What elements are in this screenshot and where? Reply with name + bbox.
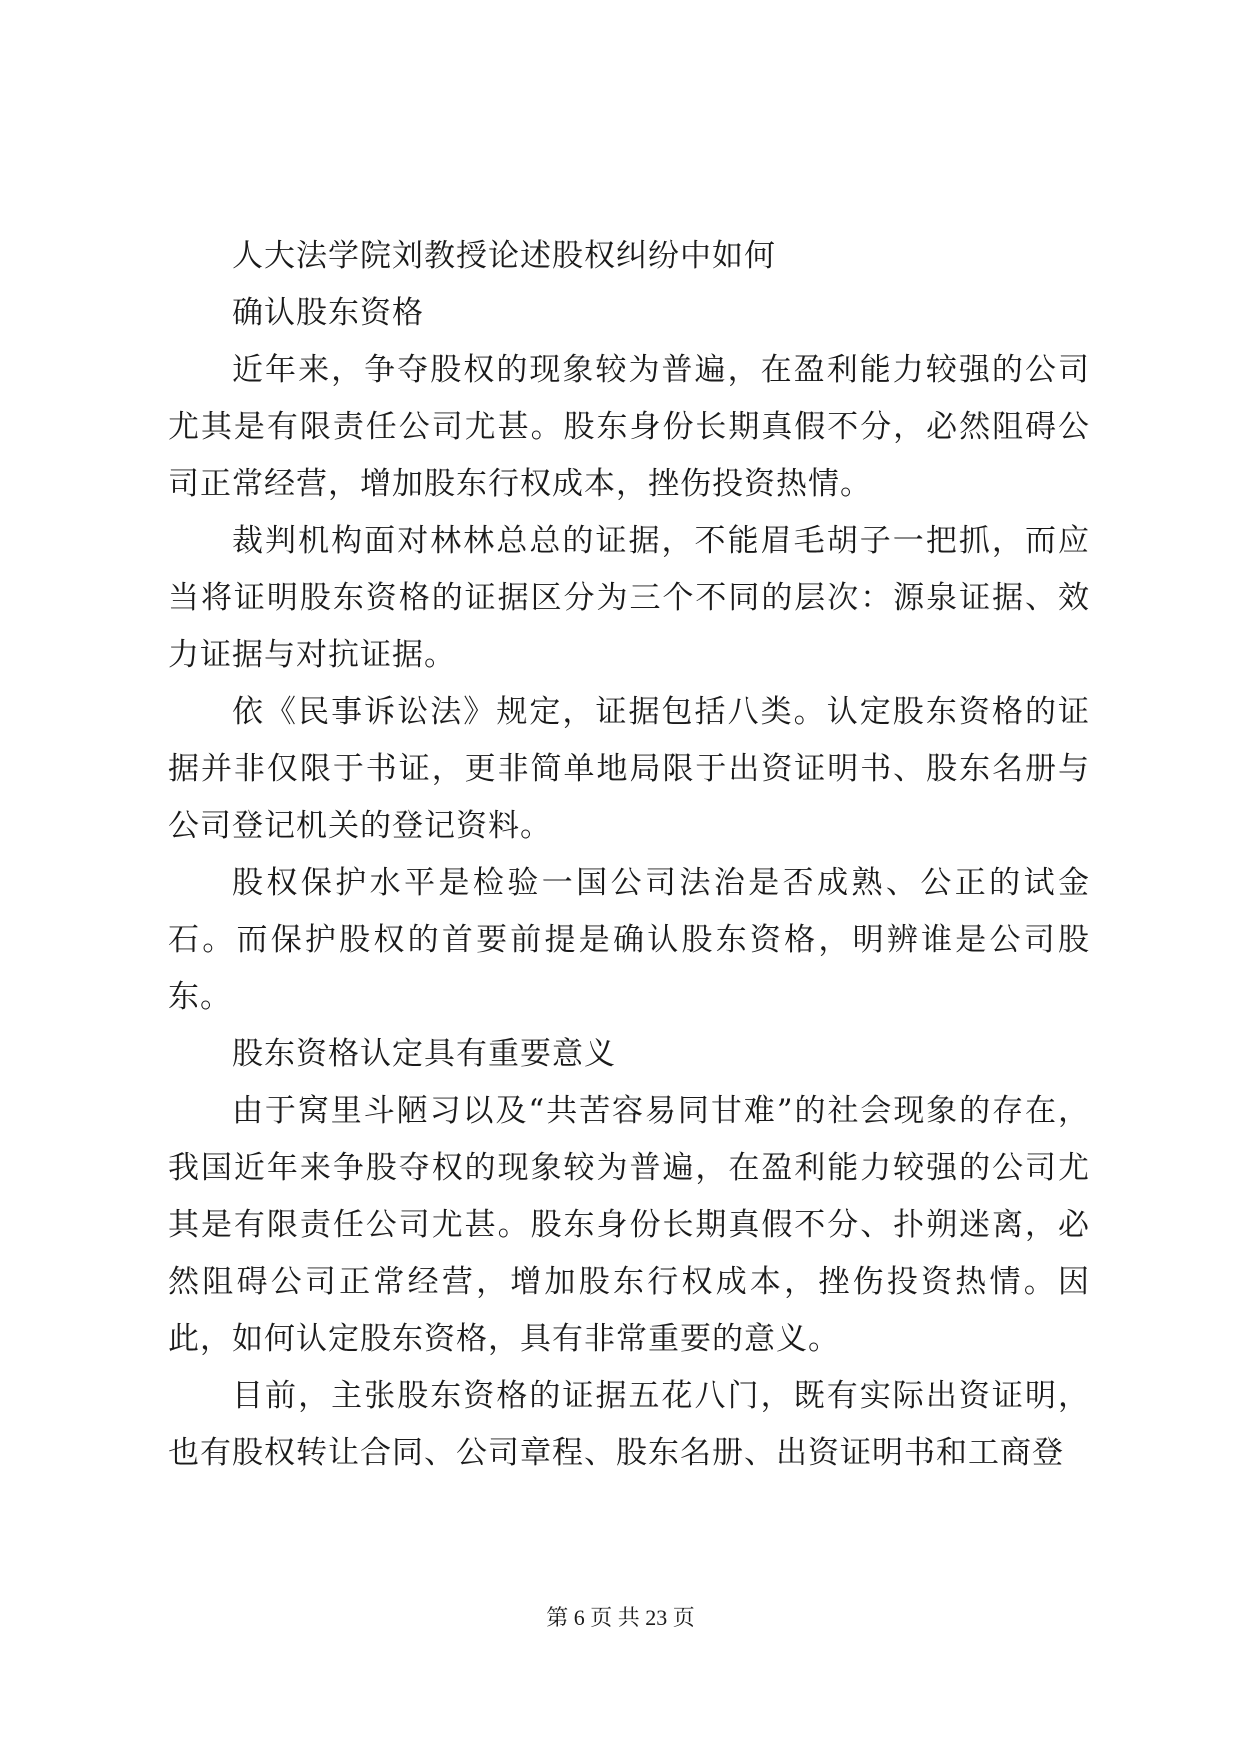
paragraph-6: 目前，主张股东资格的证据五花八门，既有实际出资证明，也有股权转让合同、公司章程、股东名册、出资证明书和工商登 <box>168 1378 1090 1471</box>
paragraph-2: 裁判机构面对林林总总的证据，不能眉毛胡子一把抓，而应当将证明股东资格的证据区分为三个不同的层次：源泉证据、效力证据与对抗证据。 <box>168 523 1090 673</box>
document-title-line-1: 人大法学院刘教授论述股权纠纷中如何 <box>232 238 776 274</box>
document-title-line-2: 确认股东资格 <box>232 295 424 331</box>
paragraph-1: 近年来，争夺股权的现象较为普遍，在盈利能力较强的公司尤其是有限责任公司尤甚。股东身份长期真假不分，必然阻碍公司正常经营，增加股东行权成本，挫伤投资热情。 <box>168 352 1090 502</box>
paragraph-5: 由于窝里斗陋习以及“共苦容易同甘难”的社会现象的存在，我国近年来争股夺权的现象较为普遍，在盈利能力较强的公司尤其是有限责任公司尤甚。股东身份长期真假不分、扑朔迷离，必然阻碍公司正常经营，增加股东行权成本，挫伤投资热情。因此，如何认定股东资格，具有非常重要的意义。 <box>168 1093 1090 1357</box>
document-body <box>168 228 1090 1482</box>
page-number-footer: 第 6 页 共 23 页 <box>546 1605 695 1630</box>
paragraph-4: 股权保护水平是检验一国公司法治是否成熟、公正的试金石。而保护股权的首要前提是确认股东资格，明辨谁是公司股东。 <box>168 865 1090 1015</box>
paragraph-3: 依《民事诉讼法》规定，证据包括八类。认定股东资格的证据并非仅限于书证，更非简单地局限于出资证明书、股东名册与公司登记机关的登记资料。 <box>168 694 1090 844</box>
section-heading: 股东资格认定具有重要意义 <box>232 1036 616 1072</box>
